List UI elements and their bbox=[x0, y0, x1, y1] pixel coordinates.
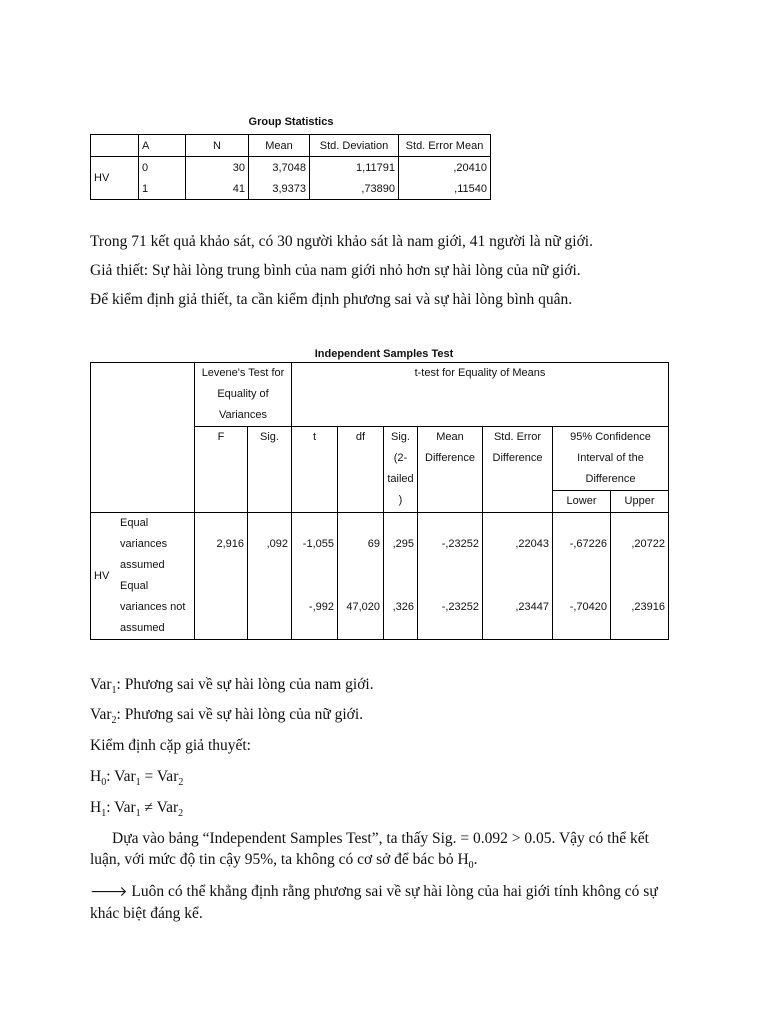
table-cell: -,23252 bbox=[418, 576, 483, 640]
header-cell: Std. Error Mean bbox=[399, 135, 491, 157]
header-cell: Mean bbox=[249, 135, 310, 157]
header-cell-F: F bbox=[195, 427, 248, 513]
h-text: : Var bbox=[106, 768, 136, 785]
table-cell: 1 bbox=[139, 178, 186, 200]
paragraph-pair-test: Kiểm định cặp giả thuyết: bbox=[90, 737, 251, 754]
table-cell: 2,916 bbox=[195, 513, 248, 577]
header-line: Std. Error bbox=[493, 431, 542, 443]
levene-header-line: Equality of bbox=[217, 388, 269, 400]
levene-header-line: Levene's Test for bbox=[201, 367, 285, 379]
h-letter: H bbox=[90, 768, 102, 785]
header-cell-lower: Lower bbox=[553, 491, 611, 513]
table-cell: ,23916 bbox=[611, 576, 669, 640]
levene-header bbox=[195, 363, 292, 427]
table-cell: 69 bbox=[338, 513, 384, 577]
paragraph-var2 bbox=[90, 704, 690, 731]
header-line: Sig. bbox=[391, 431, 410, 443]
var-subscript: 2 bbox=[178, 808, 184, 820]
conclusion-text: Dựa vào bảng “Independent Samples Test”, ta thấy Sig. = 0.092 > 0.05. Vậy có thể kết luận, với mức độ tin cậy 95%, ta không có cơ sở để bác bỏ H bbox=[90, 830, 649, 868]
header-cell bbox=[91, 135, 139, 157]
table-cell: ,22043 bbox=[483, 513, 553, 577]
paragraph-hypothesis: Giả thiết: Sự hài lòng trung bình của nam giới nhỏ hơn sự hài lòng của nữ giới. bbox=[90, 262, 581, 279]
header-cell-upper: Upper bbox=[611, 491, 669, 513]
h-subscript: 1 bbox=[101, 808, 107, 820]
table-cell: -,70420 bbox=[553, 576, 611, 640]
h-subscript: 0 bbox=[468, 860, 474, 872]
hypothesis-h0 bbox=[90, 766, 690, 793]
independent-samples-test-table bbox=[90, 362, 669, 640]
paragraph-test-plan: Để kiểm định giả thiết, ta cần kiểm định phương sai và sự hài lòng bình quân. bbox=[90, 291, 573, 308]
table-cell bbox=[248, 576, 292, 640]
table-cell bbox=[195, 576, 248, 640]
table-cell: -1,055 bbox=[292, 513, 338, 577]
header-cell-df: df bbox=[338, 427, 384, 513]
row-label-line: assumed bbox=[120, 559, 165, 571]
paragraph-var1 bbox=[90, 674, 690, 701]
header-line: ) bbox=[398, 494, 403, 506]
table-cell: 30 bbox=[186, 157, 249, 179]
row-group-label: HV bbox=[94, 569, 110, 582]
var-prefix: Var bbox=[90, 706, 112, 723]
row-label-line: variances not bbox=[120, 601, 186, 613]
var-definition: : Phương sai về sự hài lòng của nam giới. bbox=[116, 676, 374, 693]
table-cell: ,295 bbox=[384, 513, 418, 577]
header-cell-sig: Sig. bbox=[248, 427, 292, 513]
table-cell: ,092 bbox=[248, 513, 292, 577]
row-label-line: assumed bbox=[120, 622, 165, 634]
table-header-row bbox=[91, 363, 669, 427]
var-subscript: 2 bbox=[178, 777, 184, 789]
arrow-right-icon: 🡒 bbox=[90, 884, 128, 900]
header-line: Difference bbox=[492, 452, 543, 464]
table-header-row bbox=[91, 135, 491, 157]
table-cell: 47,020 bbox=[338, 576, 384, 640]
conclusion-end: . bbox=[473, 851, 478, 868]
independent-samples-test-title: Independent Samples Test bbox=[314, 348, 454, 360]
header-cell: Std. Deviation bbox=[310, 135, 399, 157]
paragraph-survey-count: Trong 71 kết quả khảo sát, có 30 người khảo sát là nam giới, 41 người là nữ giới. bbox=[90, 233, 593, 250]
header-cell: A bbox=[139, 135, 186, 157]
table-cell: ,326 bbox=[384, 576, 418, 640]
header-cell-confidence-interval bbox=[553, 427, 669, 491]
header-line: Interval of the bbox=[577, 452, 644, 464]
header-cell-sig-2-tailed bbox=[384, 427, 418, 513]
ttest-header-label: t-test for Equality of Means bbox=[414, 367, 546, 379]
header-cell-mean-difference bbox=[418, 427, 483, 513]
header-line: (2- bbox=[393, 452, 408, 464]
table-cell: ,23447 bbox=[483, 576, 553, 640]
h-operator: = Var bbox=[140, 768, 179, 785]
header-line: tailed bbox=[387, 473, 414, 485]
var-subscript: 1 bbox=[135, 777, 141, 789]
levene-header-line: Variances bbox=[218, 409, 268, 421]
ttest-header bbox=[292, 363, 669, 427]
header-line: 95% Confidence bbox=[570, 431, 651, 443]
paragraph-final bbox=[90, 881, 680, 924]
header-cell: N bbox=[186, 135, 249, 157]
h-operator: ≠ Var bbox=[140, 799, 179, 816]
table-cell: -,992 bbox=[292, 576, 338, 640]
table-row bbox=[91, 157, 491, 179]
table-cell: ,73890 bbox=[310, 178, 399, 200]
paragraph-conclusion bbox=[90, 828, 682, 876]
group-statistics-table bbox=[90, 134, 491, 200]
table-cell: ,11540 bbox=[399, 178, 491, 200]
h-subscript: 0 bbox=[101, 777, 107, 789]
header-line: Difference bbox=[585, 473, 636, 485]
table-cell: ,20410 bbox=[399, 157, 491, 179]
h-letter: H bbox=[90, 799, 102, 816]
hypothesis-h1 bbox=[90, 797, 690, 824]
row-label-line: variances bbox=[120, 538, 168, 550]
table-cell: -,67226 bbox=[553, 513, 611, 577]
h-text: : Var bbox=[106, 799, 136, 816]
table-cell: -,23252 bbox=[418, 513, 483, 577]
group-statistics-title: Group Statistics bbox=[248, 116, 334, 128]
table-cell: 41 bbox=[186, 178, 249, 200]
var-prefix: Var bbox=[90, 676, 112, 693]
header-cell-std-error-difference bbox=[483, 427, 553, 513]
table-cell: 0 bbox=[139, 157, 186, 179]
var-subscript: 1 bbox=[135, 808, 141, 820]
var-subscript: 1 bbox=[111, 685, 117, 697]
row-label-line: Equal bbox=[120, 580, 149, 592]
table-cell: 1,11791 bbox=[310, 157, 399, 179]
table-cell: 3,9373 bbox=[249, 178, 310, 200]
table-cell: 3,7048 bbox=[249, 157, 310, 179]
row-group-label: HV bbox=[91, 157, 139, 200]
table-cell: ,20722 bbox=[611, 513, 669, 577]
final-text: Luôn có thể khẳng định rằng phương sai về sự hài lòng của hai giới tính không có sự khác biệt đáng kể. bbox=[90, 883, 658, 922]
row-label-line: Equal bbox=[120, 517, 149, 529]
header-line: Mean bbox=[436, 431, 464, 443]
var-subscript: 2 bbox=[111, 715, 117, 727]
table-row bbox=[91, 178, 491, 200]
header-cell-t: t bbox=[292, 427, 338, 513]
header-corner bbox=[91, 363, 195, 513]
var-definition: : Phương sai về sự hài lòng của nữ giới. bbox=[116, 706, 364, 723]
row-label-group bbox=[91, 513, 195, 640]
table-row bbox=[91, 513, 669, 577]
header-line: Difference bbox=[425, 452, 475, 464]
